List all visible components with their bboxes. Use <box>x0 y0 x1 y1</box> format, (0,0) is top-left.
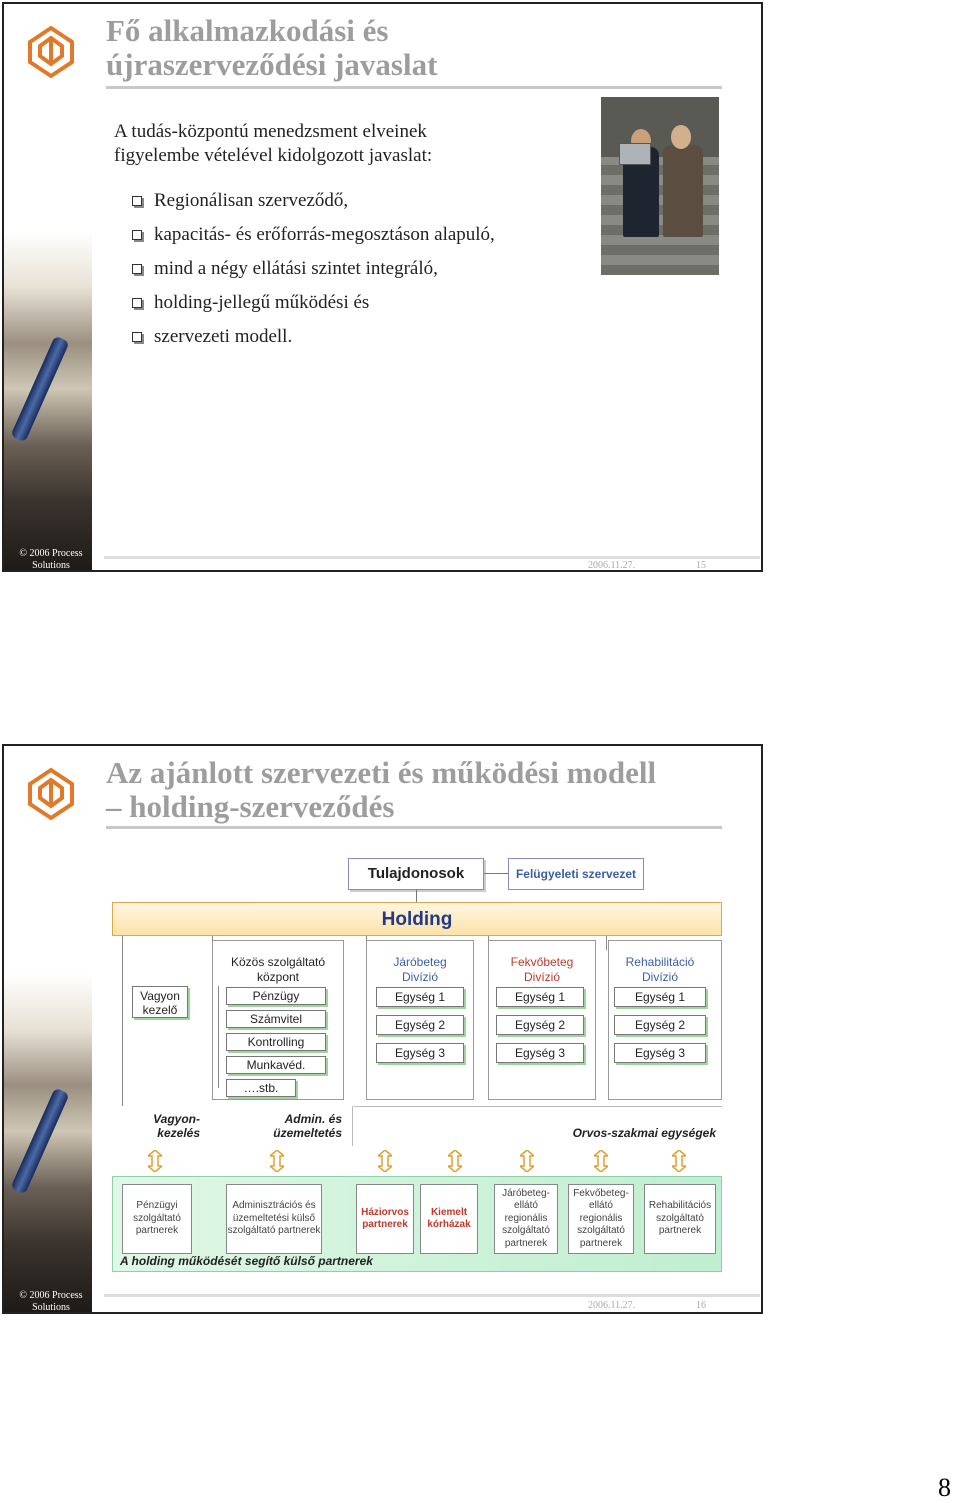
list-item: kapacitás- és erőforrás-megosztáson alapuló, <box>132 218 495 252</box>
partner-hospitals: Kiemelt kórházak <box>420 1184 478 1254</box>
slide-16 <box>2 744 763 1314</box>
footer-page-number: 15 <box>696 560 706 571</box>
pen-image <box>10 336 69 443</box>
partner-inpatient: Fekvőbeteg-ellátó regionális szolgáltató partnerek <box>568 1184 634 1254</box>
double-arrow-icon <box>270 1150 284 1172</box>
checkbox-bullet-icon <box>132 230 142 240</box>
list-item: holding-jellegű működési és <box>132 286 495 320</box>
unit-etc: ….stb. <box>226 1079 296 1097</box>
title-line-2: – holding-szerveződés <box>106 789 395 824</box>
rehab-unit-1: Egység 1 <box>614 987 706 1007</box>
pen-image <box>10 1088 69 1195</box>
title-line-2: újraszerveződési javaslat <box>106 47 438 82</box>
connector <box>416 890 417 902</box>
holding-bar: Holding <box>112 902 722 936</box>
label-admin-operations: Admin. és üzemeltetés <box>273 1112 342 1140</box>
unit-accounting: Számvitel <box>226 1010 326 1028</box>
footer-page-number: 16 <box>696 1300 706 1311</box>
outpatient-unit-2: Egység 2 <box>376 1015 464 1035</box>
footer-rule <box>104 556 760 559</box>
partner-outpatient: Járóbeteg-ellátó regionális szolgáltató partnerek <box>494 1184 558 1254</box>
footer-copyright: © 2006 Process Solutions <box>19 1290 83 1313</box>
shared-service-heading: Közös szolgáltató központ <box>230 955 326 984</box>
partner-admin: Adminisztrációs és üzemeltetési külső szolgáltató partnerek <box>226 1184 322 1254</box>
partner-rehab: Rehabilitációs szolgáltató partnerek <box>644 1184 716 1254</box>
double-arrow-icon <box>448 1150 462 1172</box>
slide-15 <box>2 2 763 572</box>
unit-finance: Pénzügy <box>226 987 326 1005</box>
footer-date: 2006.11.27. <box>588 560 636 571</box>
list-item: mind a négy ellátási szintet integráló, <box>132 252 495 286</box>
partners-caption: A holding működését segítő külső partnerek <box>120 1254 373 1268</box>
inpatient-unit-2: Egység 2 <box>496 1015 584 1035</box>
bullet-list <box>132 184 495 354</box>
intro-line-1: A tudás-központú menedzsment elveinek <box>114 121 427 142</box>
checkbox-bullet-icon <box>132 264 142 274</box>
title-rule <box>106 86 722 89</box>
outpatient-unit-1: Egység 1 <box>376 987 464 1007</box>
intro-text <box>114 120 534 168</box>
title-line-1: Fő alkalmazkodási és <box>106 13 389 48</box>
slide-title <box>106 14 437 82</box>
left-decor-strip <box>4 746 92 1312</box>
supervisory-box: Felügyeleti szervezet <box>508 858 644 890</box>
divider <box>352 1106 353 1146</box>
connector <box>484 873 508 874</box>
connector <box>122 936 123 1106</box>
checkbox-bullet-icon <box>132 196 142 206</box>
rehab-unit-2: Egység 2 <box>614 1015 706 1035</box>
connector <box>606 936 607 950</box>
double-arrow-icon <box>520 1150 534 1172</box>
footer-copyright: © 2006 Process Solutions <box>19 548 83 571</box>
intro-line-2: figyelembe vételével kidolgozott javaslat: <box>114 145 433 166</box>
asset-manager-box: Vagyon kezelő <box>132 986 188 1018</box>
label-medical-units: Orvos-szakmai egységek <box>572 1126 716 1140</box>
owners-box: Tulajdonosok <box>348 858 484 890</box>
business-people-photo <box>601 97 719 275</box>
unit-controlling: Kontrolling <box>226 1033 326 1051</box>
left-decor-strip <box>4 4 92 570</box>
unit-safety: Munkavéd. <box>226 1056 326 1074</box>
outpatient-division-heading: Járóbeteg Divízió <box>393 955 447 984</box>
inpatient-division-heading: Fekvőbeteg Divízió <box>510 955 574 984</box>
inpatient-unit-1: Egység 1 <box>496 987 584 1007</box>
slide-title <box>106 756 656 824</box>
title-rule <box>106 826 722 829</box>
outpatient-unit-3: Egység 3 <box>376 1043 464 1063</box>
title-line-1: Az ajánlott szervezeti és működési modell <box>106 755 657 790</box>
double-arrow-icon <box>148 1150 162 1172</box>
double-arrow-icon <box>594 1150 608 1172</box>
partner-gp: Háziorvos partnerek <box>356 1184 414 1254</box>
connector <box>218 986 219 1088</box>
process-solutions-logo <box>22 22 80 80</box>
process-solutions-logo <box>22 764 80 822</box>
footer-date: 2006.11.27. <box>588 1300 636 1311</box>
divider <box>354 1106 722 1107</box>
label-asset-management: Vagyon- kezelés <box>153 1112 200 1140</box>
checkbox-bullet-icon <box>132 332 142 342</box>
double-arrow-icon <box>378 1150 392 1172</box>
checkbox-bullet-icon <box>132 298 142 308</box>
list-item: Regionálisan szerveződő, <box>132 184 495 218</box>
list-item: szervezeti modell. <box>132 320 495 354</box>
rehabilitation-division-heading: Rehabilitáció Divízió <box>625 955 695 984</box>
rehab-unit-3: Egység 3 <box>614 1043 706 1063</box>
document-page-number: 8 <box>938 1473 951 1502</box>
inpatient-unit-3: Egység 3 <box>496 1043 584 1063</box>
footer-rule <box>104 1294 760 1297</box>
partner-finance: Pénzügyi szolgáltató partnerek <box>122 1184 192 1254</box>
double-arrow-icon <box>672 1150 686 1172</box>
